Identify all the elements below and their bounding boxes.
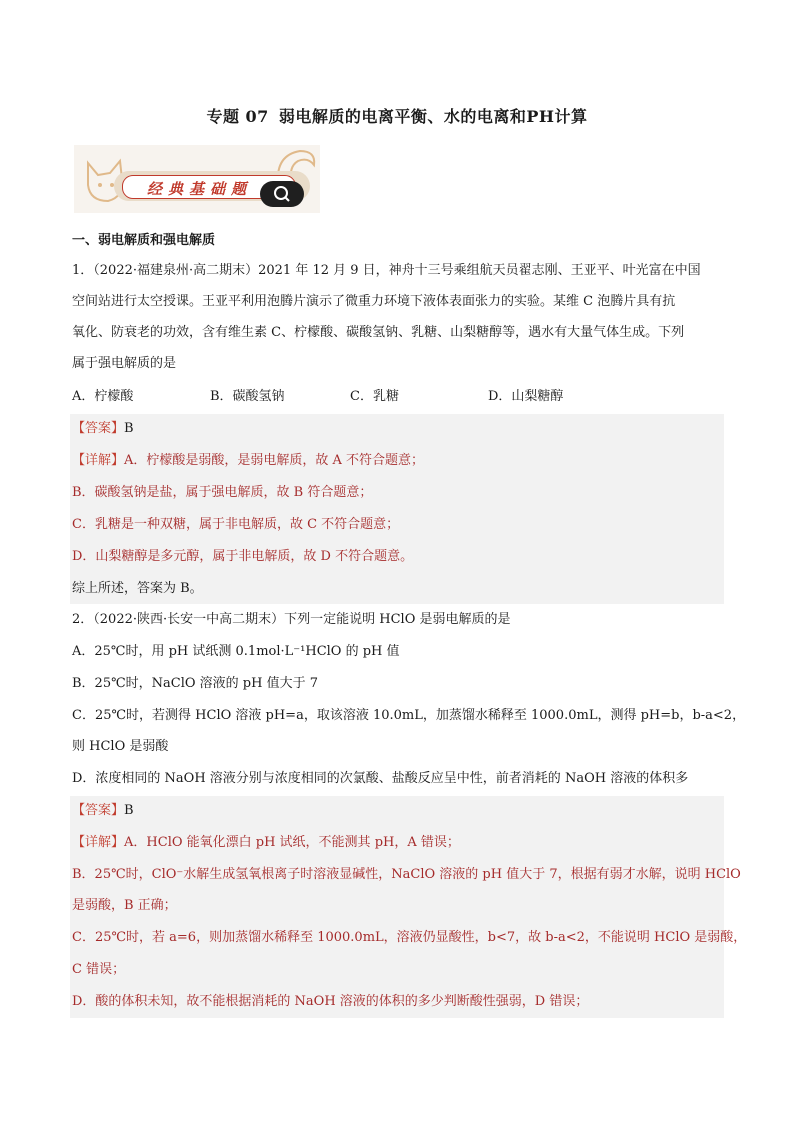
q1-answer-value: B [124,421,134,436]
q1-detail-label: 【详解】 [72,453,125,468]
q2-detail-text: A．HClO 能氧化漂白 pH 试纸，不能测其 pH，A 错误； [124,835,460,850]
q2-option-c-cont: 则 HClO 是弱酸 [72,739,169,754]
section-heading: 一、弱电解质和强电解质 [72,233,216,248]
q2-detail-text: 是弱酸，B 正确； [72,898,177,913]
q1-answer-label: 【答案】 [72,421,125,436]
search-icon [260,181,304,207]
q2-detail-text: B．25℃时，ClO⁻水解生成氢氧根离子时溶液显碱性，NaClO 溶液的 pH 值大于 7，根据有弱才水解，说明 HClO [72,867,741,882]
q2-detail-text: C．25℃时，若 a=6，则加蒸馏水稀释至 1000.0mL，溶液仍显酸性，b<7，故 b-a<2，不能说明 HClO 是弱酸， [72,930,747,945]
q2-detail [72,834,722,852]
q1-option-a: A．柠檬酸 [72,389,134,404]
search-button[interactable] [260,181,304,207]
q1-option-c: C．乳糖 [350,389,399,404]
q1-line: 空间站进行太空授课。王亚平利用泡腾片演示了微重力环境下液体表面张力的实验。某维 C 泡腾片具有抗 [72,294,676,309]
q1-option-d: D．山梨糖醇 [488,389,564,404]
q2-answer [72,802,722,820]
page-title [0,104,794,127]
q1-line: 氧化、防衰老的功效，含有维生素 C、柠檬酸、碳酸氢钠、乳糖、山梨糖醇等，遇水有大量气体生成。下列 [72,325,685,340]
title-number: 07 [245,107,269,126]
q1-line: 1．（2022·福建泉州·高二期末）2021 年 12 月 9 日，神舟十三号乘组航天员翟志刚、王亚平、叶光富在中国 [72,263,701,278]
section-banner [74,145,320,213]
q2-option-d: D．浓度相同的 NaOH 溶液分别与浓度相同的次氯酸、盐酸反应呈中性，前者消耗的 NaOH 溶液的体积多 [72,771,689,786]
q1-detail-text: A．柠檬酸是弱酸，是弱电解质，故 A 不符合题意； [124,453,425,468]
q1-detail [72,452,722,470]
q2-stem: 2．（2022·陕西·长安一中高二期末）下列一定能说明 HClO 是弱电解质的是 [72,612,511,627]
q1-detail-text: B．碳酸氢钠是盐，属于强电解质，故 B 符合题意； [72,485,373,500]
title-text: 弱电解质的电离平衡、水的电离和PH计算 [278,107,588,126]
q2-detail-label: 【详解】 [72,835,125,850]
q2-answer-label: 【答案】 [72,803,125,818]
banner-label: 经典基础题 [147,180,253,198]
title-prefix: 专题 [206,107,240,126]
q2-option-b: B．25℃时，NaClO 溶液的 pH 值大于 7 [72,676,318,691]
q1-options [72,388,724,406]
q2-detail-text: C 错误； [72,962,126,977]
q1-line: 属于强电解质的是 [72,356,177,371]
q1-detail-text: C．乳糖是一种双糖，属于非电解质，故 C 不符合题意； [72,517,400,532]
q2-option-c: C．25℃时，若测得 HClO 溶液 pH=a，取该溶液 10.0mL，加蒸馏水稀释至 1000.0mL，测得 pH=b，b-a<2， [72,708,746,723]
q1-detail-text: D．山梨糖醇是多元醇，属于非电解质，故 D 不符合题意。 [72,549,414,564]
q1-answer-block [70,414,724,604]
q2-detail-text: D．酸的体积未知，故不能根据消耗的 NaOH 溶液的体积的多少判断酸性强弱，D 错误； [72,994,589,1009]
q1-option-b: B．碳酸氢钠 [210,389,285,404]
q2-answer-value: B [124,803,134,818]
q1-summary: 综上所述，答案为 B。 [72,581,203,596]
q1-answer [72,420,722,438]
q2-option-a: A．25℃时，用 pH 试纸测 0.1mol·L⁻¹HClO 的 pH 值 [72,644,400,659]
